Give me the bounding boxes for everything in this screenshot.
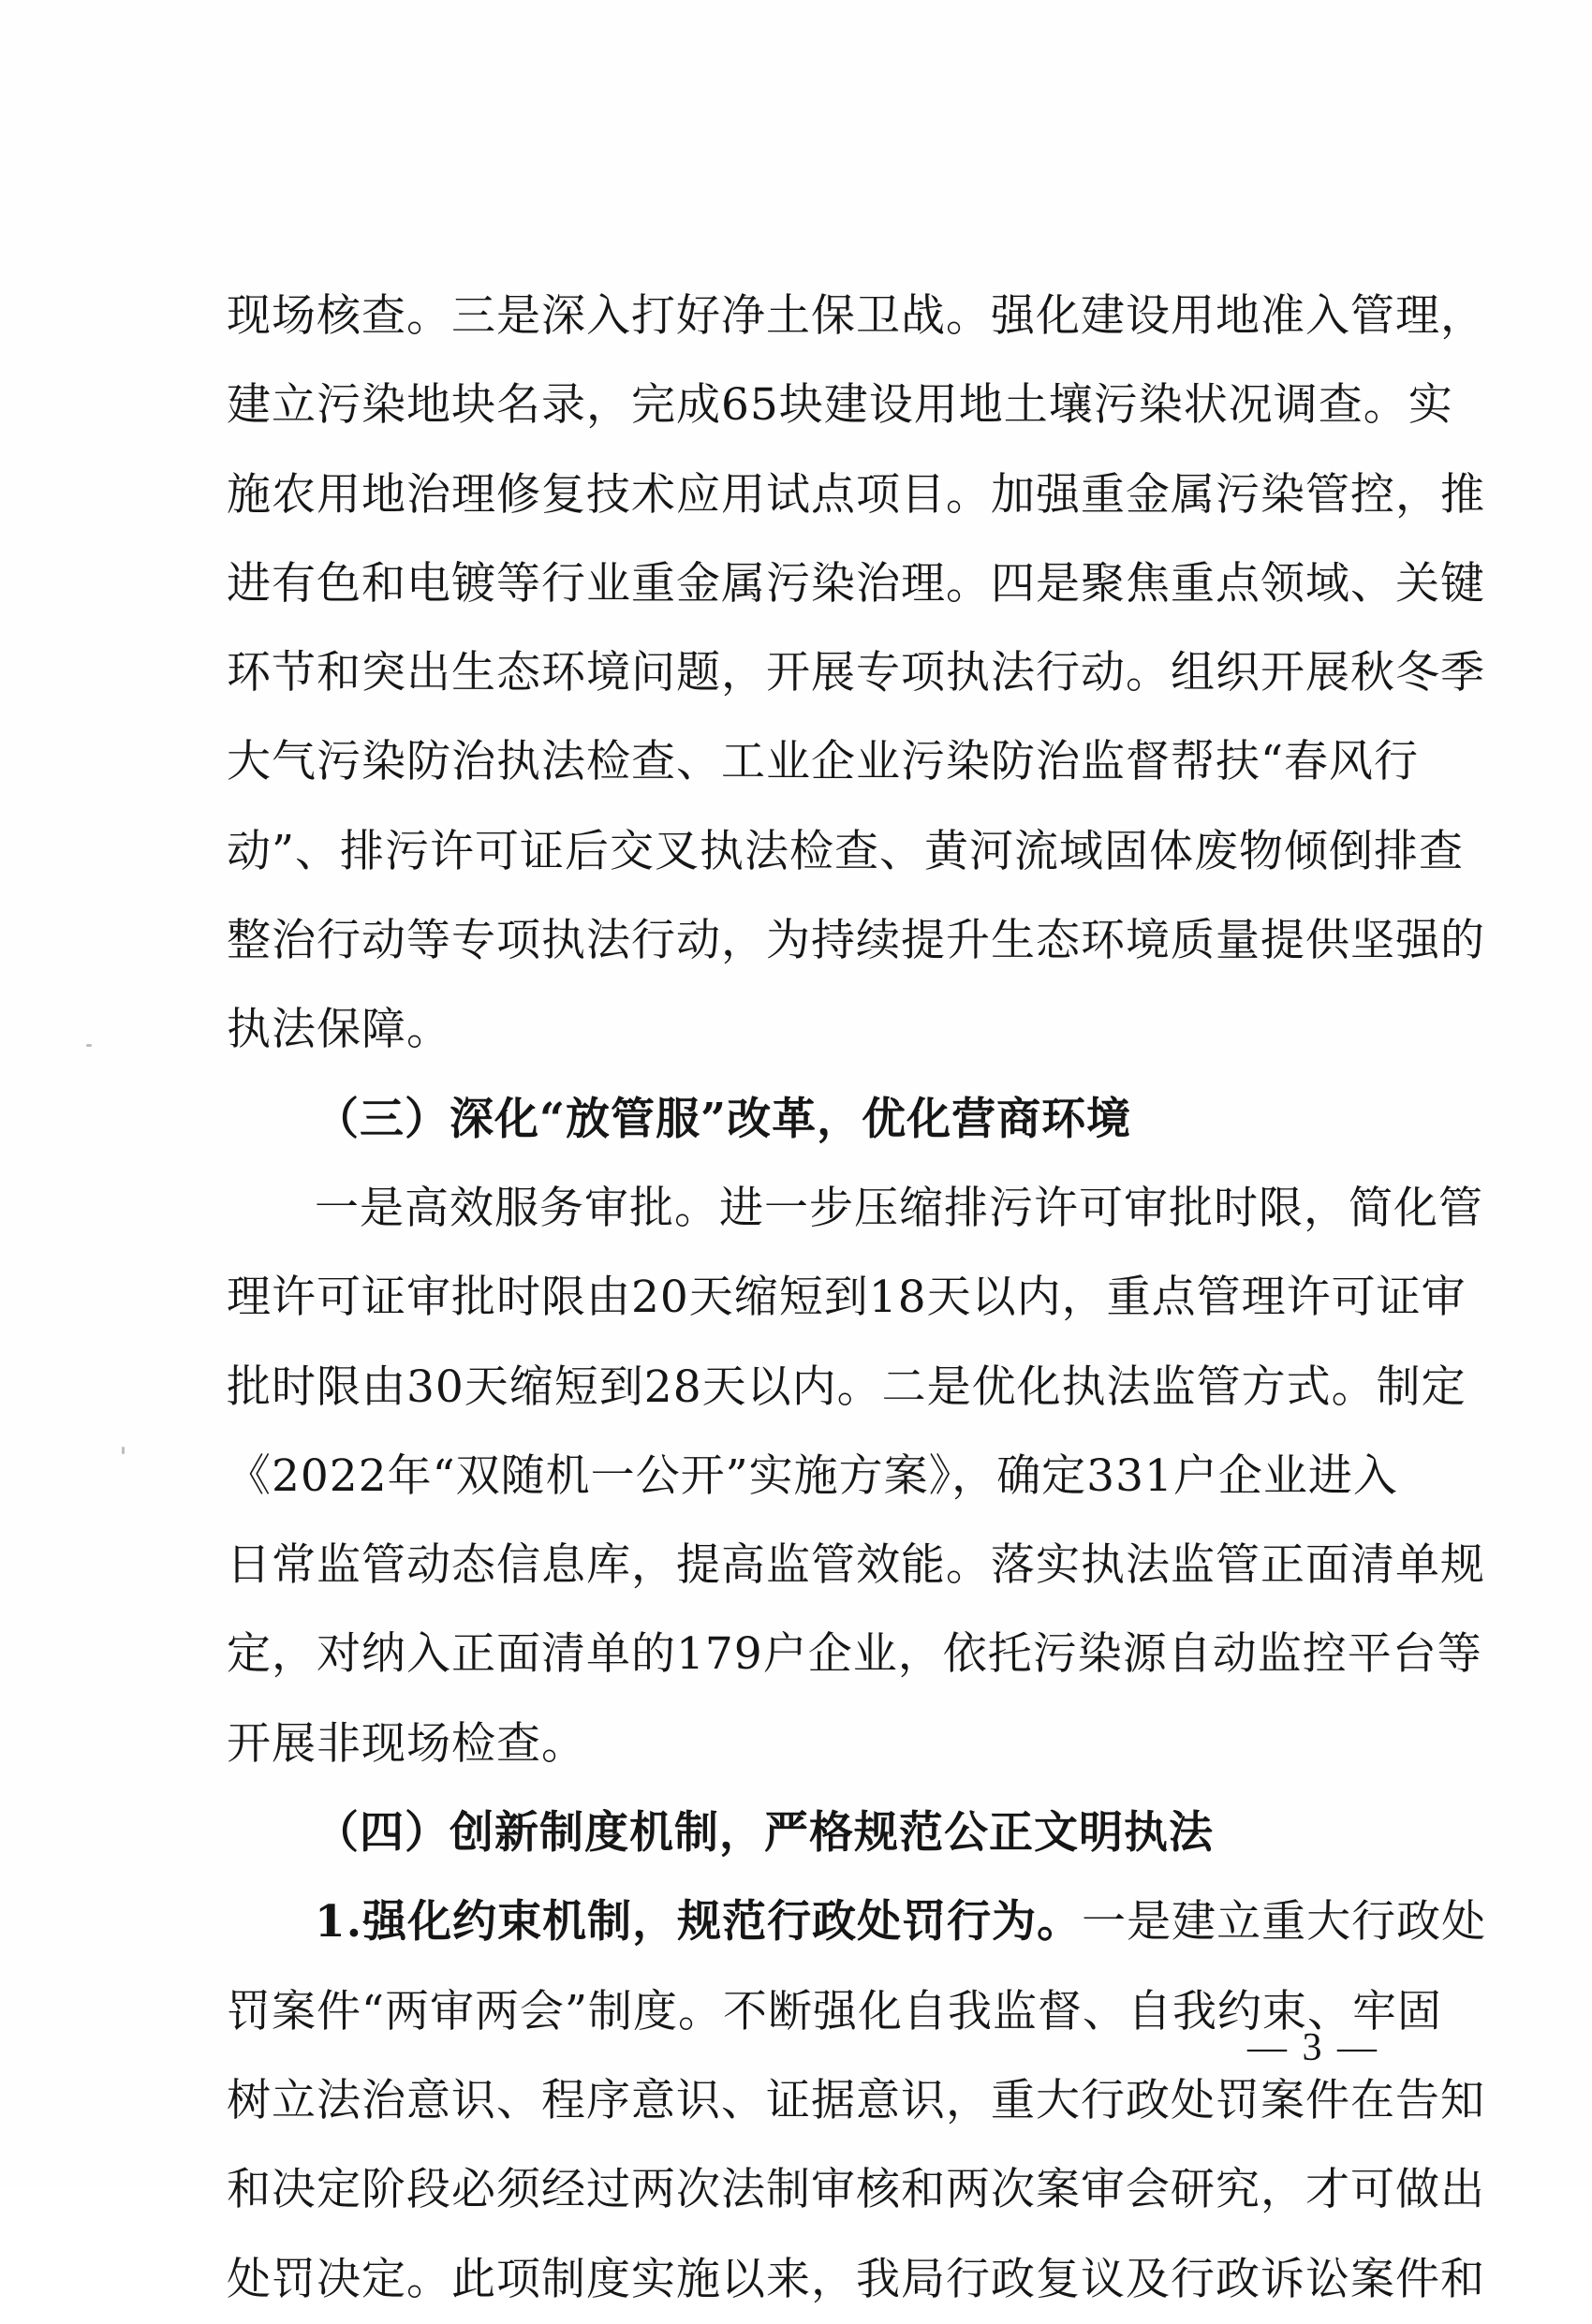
section3-line: 《2022年“双随机一公开”实施方案》，确定331户企业进入: [227, 1449, 1398, 1502]
section3-line: 日常监管动态信息库，提高监管效能。落实执法监管正面清单规: [227, 1539, 1485, 1592]
page-number: — 3 —: [1247, 2026, 1379, 2069]
body-line: 大气污染防治执法检查、工业企业污染防治监督帮扶“春风行: [227, 736, 1420, 788]
body-line: 现场核查。三是深入打好净土保卫战。强化建设用地准入管理，: [227, 290, 1485, 342]
section3-line: 开展非现场检查。: [227, 1717, 586, 1770]
section4-first-line-text: 一是建立重大行政处: [1082, 1896, 1487, 1949]
subsection-title: 1.强化约束机制，规范行政处罚行为。: [315, 1896, 1083, 1949]
section4-line: 处罚决定。此项制度实施以来，我局行政复议及行政诉讼案件和: [227, 2253, 1485, 2305]
body-line: 整治行动等专项执法行动，为持续提升生态环境质量提供坚强的: [227, 915, 1485, 967]
body-line: 施农用地治理修复技术应用试点项目。加强重金属污染管控，推: [227, 468, 1485, 521]
body-line: 动”、排污许可证后交叉执法检查、黄河流域固体废物倾倒排查: [227, 825, 1465, 877]
body-line: 进有色和电镀等行业重金属污染治理。四是聚焦重点领域、关键: [227, 557, 1485, 610]
section4-line: 罚案件“两审两会”制度。不断强化自我监督、自我约束、牢固: [227, 1985, 1443, 2037]
document-body: [227, 272, 1487, 2324]
section-heading-3: （三）深化“放管服”改革，优化营商环境: [315, 1093, 1132, 1145]
section3-line: 理许可证审批时限由20天缩短到18天以内，重点管理许可证审: [227, 1272, 1467, 1324]
body-line: 执法保障。: [227, 1004, 451, 1056]
section4-line: 和决定阶段必须经过两次法制审核和两次案审会研究，才可做出: [227, 2164, 1485, 2216]
body-line: 环节和突出生态环境问题，开展专项执法行动。组织开展秋冬季: [227, 647, 1485, 699]
section4-line: 树立法治意识、程序意识、证据意识，重大行政处罚案件在告知: [227, 2074, 1485, 2126]
section-heading-4: （四）创新制度机制，严格规范公正文明执法: [315, 1807, 1214, 1860]
section4-first-line: [227, 1877, 1487, 1966]
section3-line: 定，对纳入正面清单的179户企业，依托污染源自动监控平台等: [227, 1628, 1482, 1681]
section3-line: 一是高效服务审批。进一步压缩排污许可审批时限，简化管: [315, 1182, 1483, 1234]
scan-artifact-mark: [122, 1447, 125, 1454]
section3-line: 批时限由30天缩短到28天以内。二是优化执法监管方式。制定: [227, 1361, 1467, 1413]
body-line: 建立污染地块名录，完成65块建设用地土壤污染状况调查。实: [227, 379, 1453, 432]
scan-artifact-mark: [86, 1044, 92, 1047]
